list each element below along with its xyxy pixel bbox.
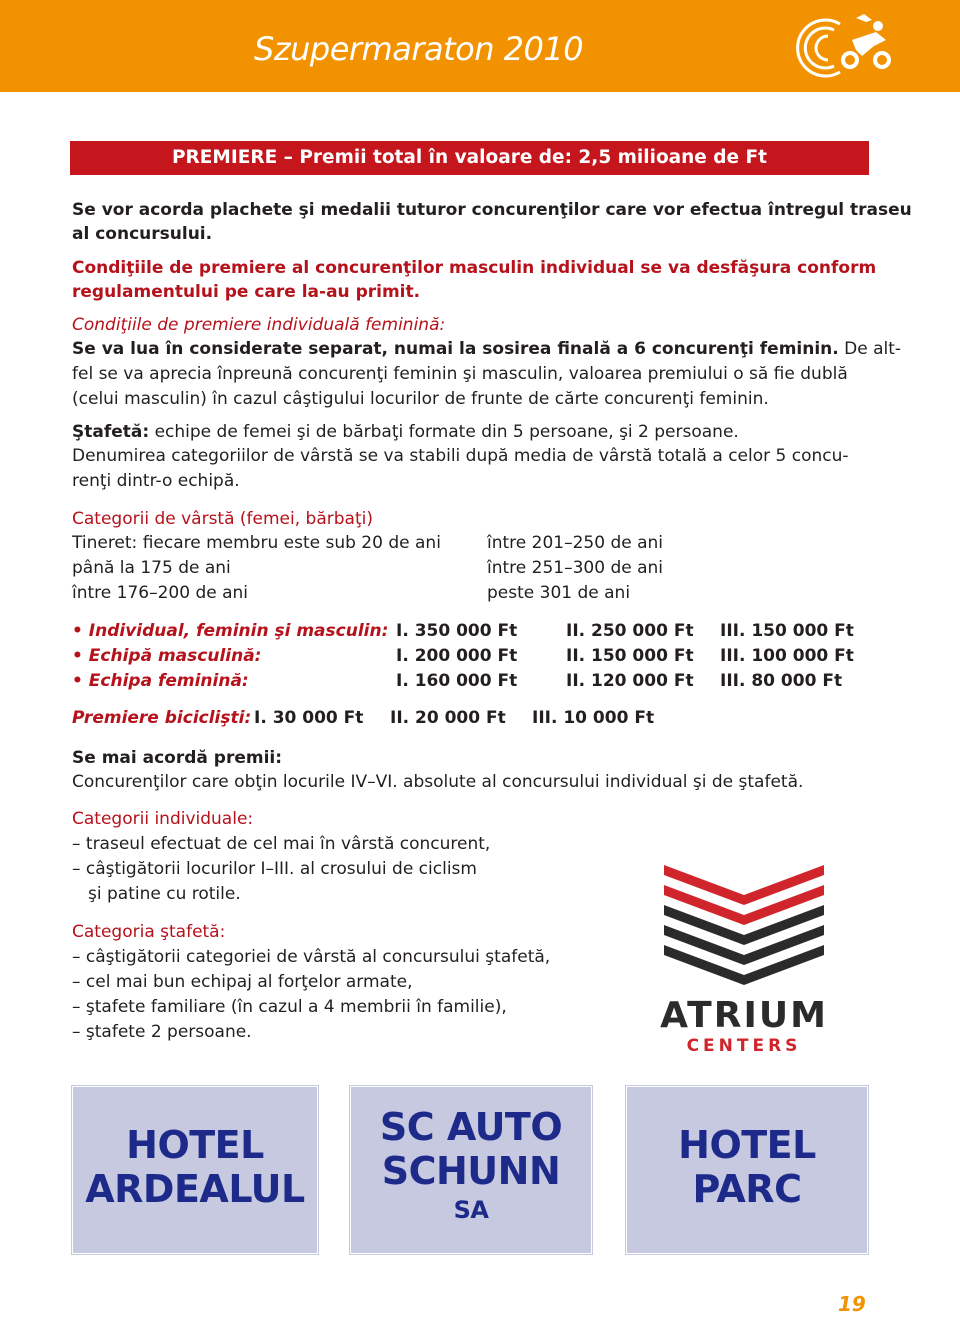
individual-item: – câştigătorii locurilor I–III. al crosului de ciclism	[72, 859, 477, 879]
cyclists-second: II. 20 000 Ft	[390, 708, 506, 728]
relay-category-item: – ştafete 2 persoane.	[72, 1022, 252, 1042]
sponsor-hotel-ardealul	[72, 1086, 318, 1254]
cyclists-first: I. 30 000 Ft	[254, 708, 364, 728]
sponsor-line: HOTEL	[126, 1123, 264, 1167]
cyclists-prize-row	[72, 706, 892, 731]
sponsor-line: SCHUNN	[381, 1149, 561, 1193]
prize-first: I. 160 000 Ft	[396, 671, 518, 691]
relay-line-3: renţi dintr-o echipă.	[72, 471, 240, 491]
age-right-1: între 201–250 de ani	[487, 533, 664, 553]
cyclists-third: III. 10 000 Ft	[532, 708, 655, 728]
prize-second: II. 120 000 Ft	[566, 671, 694, 691]
relay-line-1	[72, 420, 739, 445]
female-line-1-tail: De alt-	[838, 339, 902, 359]
relay-category-item: – câştigătorii categoriei de vârstă al concursului ştafetă,	[72, 947, 551, 967]
individual-item: şi patine cu rotile.	[88, 884, 241, 904]
prize-second: II. 150 000 Ft	[566, 646, 694, 666]
prize-second: II. 250 000 Ft	[566, 621, 694, 641]
extra-text: Concurenţilor care obţin locurile IV–VI. absolute al concursului individual şi de ştafetă.	[72, 772, 804, 792]
page-title: Szupermaraton 2010	[254, 30, 584, 68]
female-heading: Condiţiile de premiere individuală feminină:	[72, 315, 446, 335]
prize-row	[72, 669, 892, 694]
relay-category-item: – ştafete familiare (în cazul a 4 membrii în familie),	[72, 997, 507, 1017]
atrium-centers-logo	[624, 855, 864, 1055]
sponsor-line: SA	[453, 1196, 489, 1224]
female-bold-line: Se va lua în considerate separat, numai la sosirea finală a 6 concurenţi feminin.	[72, 339, 839, 359]
prize-banner: PREMIERE – Premii total în valoare de: 2,5 milioane de Ft	[70, 141, 869, 175]
female-line-3: (celui masculin) în cazul câştigului locurilor de frunte de cărte concurenţi feminin.	[72, 389, 769, 409]
age-left-2: până la 175 de ani	[72, 558, 231, 578]
relay-line-2: Denumirea categoriilor de vârstă se va stabili după media de vârstă totală a celor 5 concu-	[72, 446, 849, 466]
atrium-name: ATRIUM	[660, 995, 828, 1036]
female-line-1	[72, 337, 901, 362]
prize-third: III. 80 000 Ft	[720, 671, 843, 691]
relay-text: echipe de femei şi de bărbaţi formate din 5 persoane, şi 2 persoane.	[149, 422, 739, 442]
extra-heading: Se mai acordă premii:	[72, 748, 283, 768]
sponsor-line: ARDEALUL	[85, 1167, 305, 1211]
page-number: 19	[838, 1292, 866, 1316]
prize-row	[72, 619, 892, 644]
sponsor-hotel-parc	[626, 1086, 868, 1254]
prize-row	[72, 644, 892, 669]
prize-third: III. 100 000 Ft	[720, 646, 854, 666]
relay-category-item: – cel mai bun echipaj al forţelor armate,	[72, 972, 413, 992]
prize-first: I. 200 000 Ft	[396, 646, 518, 666]
prize-label: • Individual, feminin şi masculin:	[72, 621, 389, 641]
cyclist-logo-icon	[786, 10, 902, 82]
cyclists-label: Premiere biciclişti:	[72, 708, 252, 728]
intro-line-2: al concursului.	[72, 224, 213, 244]
conditions-line-1: Condiţiile de premiere al concurenţilor masculin individual se va desfăşura conform	[72, 258, 877, 278]
sponsor-sc-auto-schunn	[350, 1086, 592, 1254]
female-line-2: fel se va aprecia înpreună concurenţi feminin şi masculin, valoarea premiului o să fie dublă	[72, 364, 848, 384]
relay-category-heading: Categoria ştafetă:	[72, 922, 226, 942]
age-right-2: între 251–300 de ani	[487, 558, 664, 578]
age-right-3: peste 301 de ani	[487, 583, 631, 603]
prize-first: I. 350 000 Ft	[396, 621, 518, 641]
age-left-3: între 176–200 de ani	[72, 583, 249, 603]
relay-label: Ştafetă:	[72, 422, 150, 442]
conditions-line-2: regulamentului pe care la-au primit.	[72, 282, 421, 302]
intro-line-1: Se vor acorda plachete şi medalii tuturor concurenţilor care vor efectua întregul traseu	[72, 200, 912, 220]
page-header	[0, 0, 960, 92]
age-categories-heading: Categorii de vârstă (femei, bărbaţi)	[72, 509, 373, 529]
individual-item: – traseul efectuat de cel mai în vârstă concurent,	[72, 834, 491, 854]
individual-heading: Categorii individuale:	[72, 809, 254, 829]
prize-third: III. 150 000 Ft	[720, 621, 854, 641]
prize-label: • Echipă masculină:	[72, 646, 262, 666]
age-left-1: Tineret: fiecare membru este sub 20 de ani	[72, 533, 441, 553]
sponsor-line: PARC	[692, 1167, 802, 1211]
sponsor-line: HOTEL	[678, 1123, 816, 1167]
prize-label: • Echipa feminină:	[72, 671, 249, 691]
sponsor-line: SC AUTO	[379, 1105, 563, 1149]
atrium-sub: CENTERS	[686, 1036, 802, 1055]
